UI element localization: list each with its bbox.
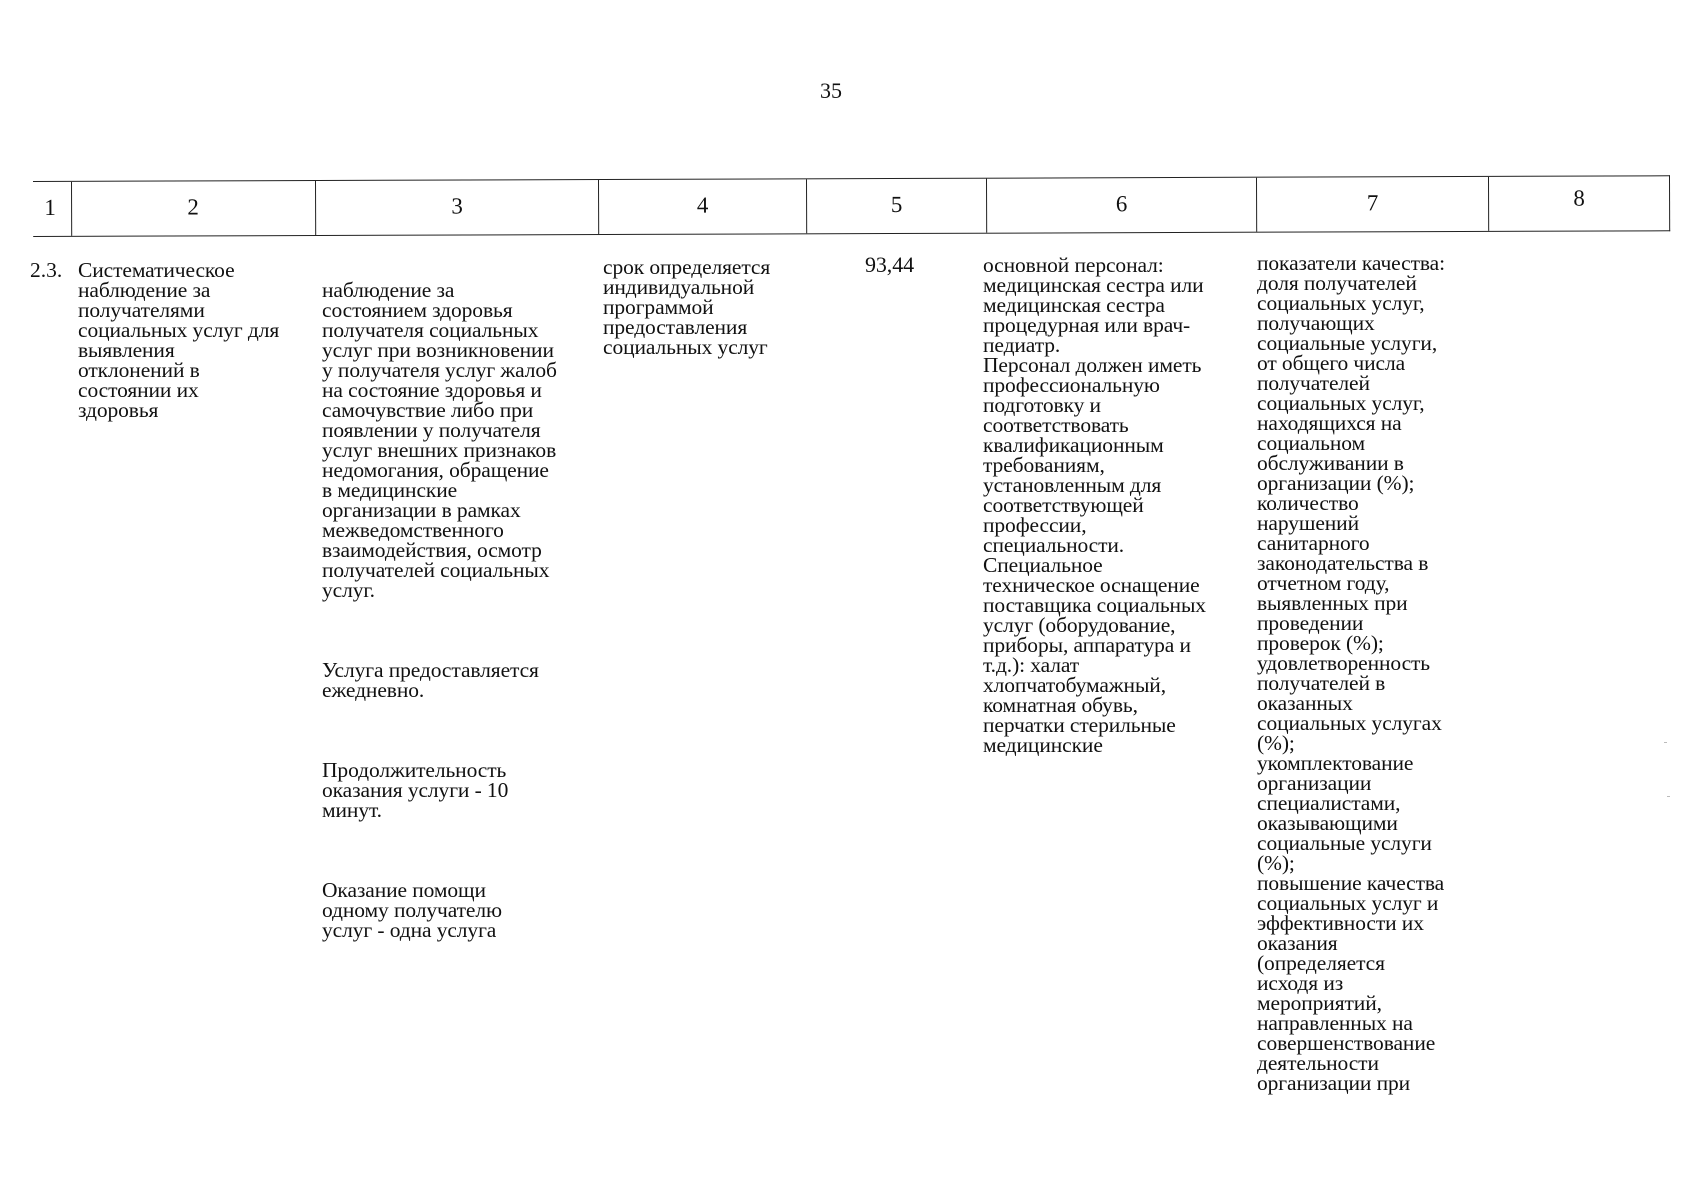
column-divider [986,179,987,233]
description-paragraph: Оказание помощи одному получателю услуг - одна услуга [322,878,502,942]
service-term-cell: срок определяется индивидуальной программой предоставления социальных услуг [603,255,771,359]
quality-indicators-cell: показатели качества: доля получателей социальных услуг, получающих социальные услуги, от общего числа получателей социальных услуг, находящихся на социальном обслуживании в организации (%); количество нарушений санитарного законодательства в отчетном году, выявленных при проведении проверок (%); удовлетворенность получателей в оказанных социальных услугах (%); укомплектование организации специалистами, оказывающими социальные услуги (%); повышение качества социальных услуг и эффективности их оказания (определяется исходя из мероприятий, направленных на совершенствование деятельности организации при [1257,251,1445,1095]
column-divider [598,180,599,234]
column-header-5: 5 [890,191,903,218]
column-header-2: 2 [187,194,199,220]
description-paragraph: Услуга предоставляется ежедневно. [322,658,539,702]
tariff-cell: 93,44 [865,252,915,277]
column-divider [1256,178,1257,232]
column-divider [71,182,72,236]
scan-speck [1667,796,1670,797]
service-description-cell [322,260,602,960]
provision-conditions-cell: основной персонал: медицинская сестра или медицинская сестра процедурная или врач- педиатр. Персонал должен иметь профессиональную подготовку и соответствовать квалификационным требованиям, установленным для соответствующей профессии, специальности. Специальное техническое оснащение поставщика социальных услуг (оборудование, приборы, аппаратура и т.д.): халат хлопчатобумажный, комнатная обувь, перчатки стерильные медицинские [983,253,1206,757]
column-divider [806,179,807,233]
description-paragraph: Продолжительность оказания услуги - 10 минут. [322,758,509,822]
column-header-4: 4 [696,192,709,218]
column-divider [1488,177,1489,231]
row-number: 2.3. [30,258,63,282]
column-header-3: 3 [451,193,463,219]
column-divider [315,181,316,235]
column-header-6: 6 [1115,191,1128,217]
scan-speck [1664,742,1667,743]
column-header-7: 7 [1366,190,1379,216]
table-header-row [33,175,1670,237]
description-paragraph: наблюдение за состоянием здоровья получателя социальных услуг при возникновении у получателя услуг жалоб на состояние здоровья и самочувствие либо при появлении у получателя услуг внешних признаков недомогания, обращение в медицинские организации в рамках межведомственного взаимодействия, осмотр получателей социальных услуг. [322,278,557,602]
service-name-cell: Систематическое наблюдение за получателями социальных услуг для выявления отклонений в состоянии их здоровья [78,258,280,422]
page-number: 35 [820,78,842,103]
column-header-8: 8 [1573,185,1585,211]
column-header-1: 1 [44,194,56,220]
